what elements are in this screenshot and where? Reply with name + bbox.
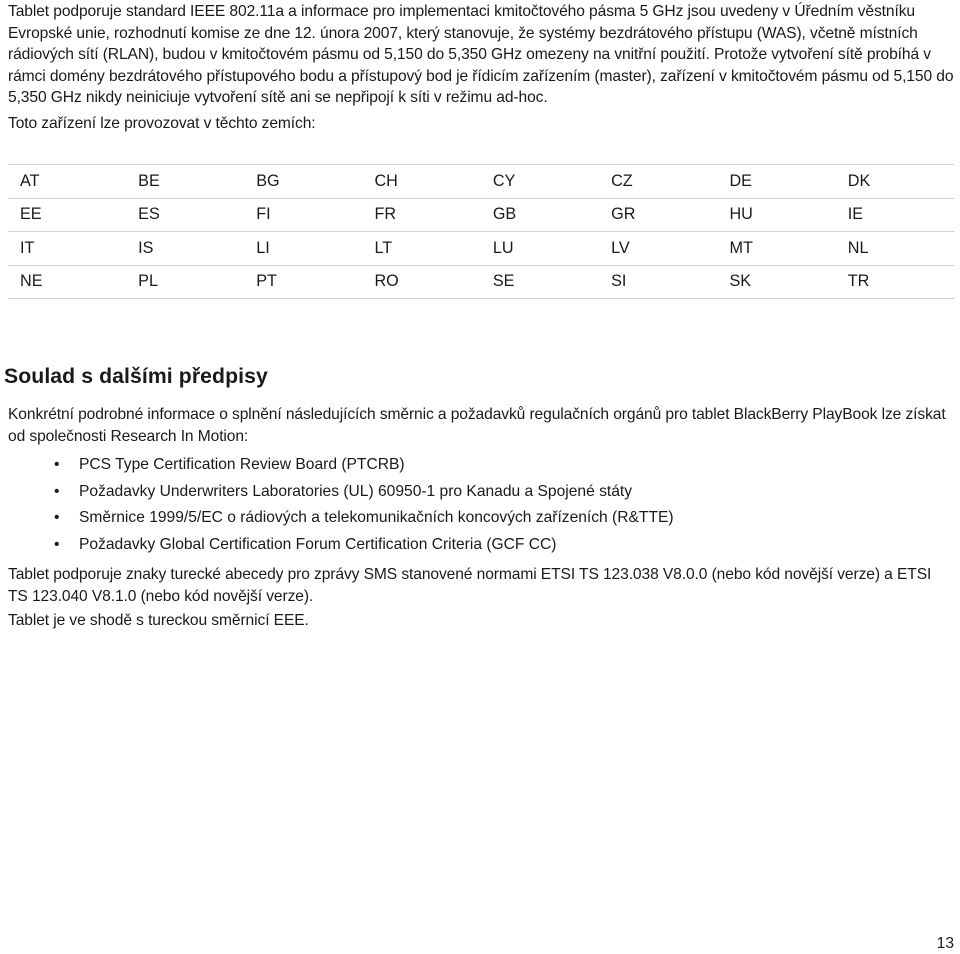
country-cell: IE bbox=[836, 198, 954, 232]
table-row bbox=[8, 198, 954, 232]
list-item bbox=[8, 479, 954, 506]
country-cell: CZ bbox=[599, 165, 717, 199]
country-cell: AT bbox=[8, 165, 126, 199]
country-cell: SI bbox=[599, 265, 717, 299]
countries-intro: Toto zařízení lze provozovat v těchto zemích: bbox=[8, 114, 316, 132]
section-heading: Soulad s dalšími předpisy bbox=[4, 365, 268, 388]
country-cell: NE bbox=[8, 265, 126, 299]
intro-paragraph: Tablet podporuje standard IEEE 802.11a a informace pro implementaci kmitočtového pásma 5 GHz jsou uvedeny v Úředním věstníku Evropské unie, rozhodnutí komise ze dne 12. února 2007, který stanovuje, že systémy bezdrátového přístupu (WAS), včetně místních rádiových sítí (RLAN), budou v kmitočtovém pásmu od 5,150 do 5,350 GHz omezeny na vnitřní použití. Protože vytvoření sítě probíhá v rámci domény bezdrátového přístupového bodu a přístupový bod je řídicím zařízením (master), zařízení v kmitočtovém pásmu od 5,150 do 5,350 GHz nikdy neiniciuje vytvoření sítě ani se nepřipojí k síti v režimu ad-hoc. bbox=[8, 3, 954, 106]
bullet-icon: • bbox=[54, 456, 60, 473]
bullet-icon: • bbox=[54, 535, 60, 553]
table-row bbox=[8, 265, 954, 299]
list-item bbox=[8, 532, 954, 559]
list-item-text: PCS Type Certification Review Board (PTCRB) bbox=[79, 456, 405, 473]
country-cell: DE bbox=[717, 165, 835, 199]
country-cell: NL bbox=[836, 232, 954, 266]
table-row bbox=[8, 232, 954, 266]
country-cell: DK bbox=[836, 165, 954, 199]
regulations-list bbox=[8, 452, 954, 558]
country-cell: LI bbox=[244, 232, 362, 266]
country-cell: RO bbox=[362, 265, 480, 299]
countries-table bbox=[8, 164, 954, 299]
country-cell: BE bbox=[126, 165, 244, 199]
table-row bbox=[8, 165, 954, 199]
country-cell: CH bbox=[362, 165, 480, 199]
country-cell: TR bbox=[836, 265, 954, 299]
country-cell: MT bbox=[717, 232, 835, 266]
country-cell: IT bbox=[8, 232, 126, 266]
country-cell: LV bbox=[599, 232, 717, 266]
regulations-intro: Konkrétní podrobné informace o splnění následujících směrnic a požadavků regulačních orgánů pro tablet BlackBerry PlayBook lze získat od společnosti Research In Motion: bbox=[8, 406, 946, 445]
eee-paragraph: Tablet je ve shodě s tureckou směrnicí EEE. bbox=[8, 612, 309, 629]
country-cell: LU bbox=[481, 232, 599, 266]
bullet-icon: • bbox=[54, 482, 60, 500]
sms-paragraph: Tablet podporuje znaky turecké abecedy pro zprávy SMS stanovené normami ETSI TS 123.038 V8.0.0 (nebo kód novější verze) a ETSI TS 123.040 V8.1.0 (nebo kód novější verze). bbox=[8, 566, 932, 605]
country-cell: CY bbox=[481, 165, 599, 199]
country-cell: GB bbox=[481, 198, 599, 232]
country-cell: HU bbox=[717, 198, 835, 232]
country-cell: SE bbox=[481, 265, 599, 299]
document-page bbox=[4, 0, 954, 632]
bullet-icon: • bbox=[54, 509, 60, 526]
country-cell: EE bbox=[8, 198, 126, 232]
country-cell: ES bbox=[126, 198, 244, 232]
country-cell: BG bbox=[244, 165, 362, 199]
country-cell: LT bbox=[362, 232, 480, 266]
list-item bbox=[8, 452, 954, 479]
list-item-text: Směrnice 1999/5/EC o rádiových a telekomunikačních koncových zařízeních (R&TTE) bbox=[79, 509, 674, 526]
country-cell: PL bbox=[126, 265, 244, 299]
country-cell: GR bbox=[599, 198, 717, 232]
page-number: 13 bbox=[936, 935, 954, 952]
country-cell: FI bbox=[244, 198, 362, 232]
country-cell: SK bbox=[717, 265, 835, 299]
country-cell: PT bbox=[244, 265, 362, 299]
list-item-text: Požadavky Global Certification Forum Certification Criteria (GCF CC) bbox=[79, 535, 557, 553]
country-cell: FR bbox=[362, 198, 480, 232]
list-item-text: Požadavky Underwriters Laboratories (UL) 60950-1 pro Kanadu a Spojené státy bbox=[79, 482, 633, 500]
list-item bbox=[8, 505, 954, 532]
country-cell: IS bbox=[126, 232, 244, 266]
